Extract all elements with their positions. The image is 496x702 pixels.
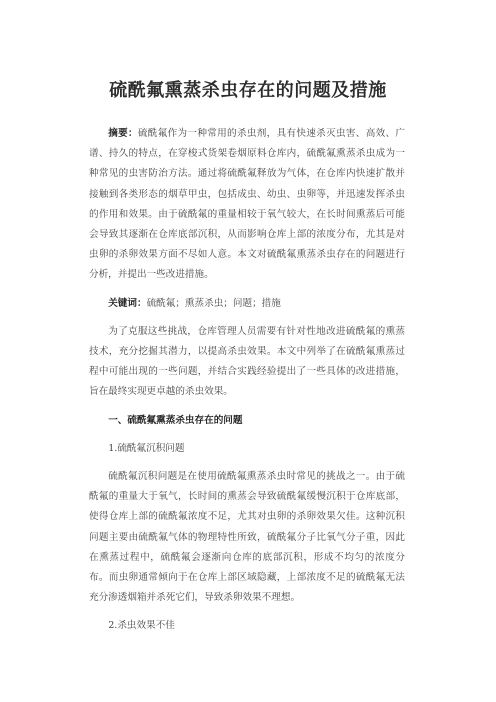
keywords-text: 硫酰氟；熏蒸杀虫；问题；措施 [146, 297, 281, 309]
intro-paragraph: 为了克服这些挑战，仓库管理人员需要有针对性地改进硫酰氟的熏蒸技术，充分挖掘其潜力，以提高杀虫效果。本文中列举了在硫酰氟熏蒸过程中可能出现的一些问题，并结合实践经验提出了一些具体的改进措施，旨在最终实现更卓越的杀虫效果。 [89, 325, 405, 398]
subsection-paragraph-1: 硫酰氟沉积问题是在使用硫酰氟熏蒸杀虫时常见的挑战之一。由于硫酰氟的重量大于氧气，长时间的熏蒸会导致硫酰氟缓慢沉积于仓库底部，使得仓库上部的硫酰氟浓度不足，尤其对虫卵的杀卵效果欠佳。这种沉积问题主要由硫酰氟气体的物理特性所致，硫酰氟分子比氧气分子重，因此在熏蒸过程中，硫酰氟会逐渐向仓库的底部沉积，形成不均匀的浓度分布。而虫卵通常倾向于在仓库上部区域隐藏，上部浓度不足的硫酰氟无法充分渗透烟箱并杀死它们，导致杀卵效果不理想。 [89, 471, 405, 604]
keywords-paragraph [89, 294, 405, 314]
document-title: 硫酰氟熏蒸杀虫存在的问题及措施 [109, 80, 387, 101]
document-body [89, 124, 405, 645]
abstract-label: 摘要： [108, 128, 138, 139]
subsection-heading-1: 1.硫酰氟沉积问题 [108, 442, 185, 454]
subsection-heading-2: 2.杀虫效果不佳 [108, 620, 175, 632]
keywords-label: 关键词： [108, 297, 147, 309]
section-heading: 一、硫酰氟熏蒸杀虫存在的问题 [108, 414, 243, 426]
abstract-text: 硫酰氟作为一种常用的杀虫剂，具有快速杀灭虫害、高效、广谱、持久的特点，在穿梭式货架卷烟原料仓库内，硫酰氟熏蒸杀虫成为一种常见的虫害防治方法。通过将硫酰氟释放为气体，在仓库内快速扩散并接触到各类形态的烟草甲虫，包括成虫、幼虫、虫卵等，并迅速发挥杀虫的作用和效果。由于硫酰氟的重量相较于氧气较大，在长时间熏蒸后可能会导致其逐渐在仓库底部沉积，从而影响仓库上部的浓度分布，尤其是对虫卵的杀卵效果方面不尽如人意。本文对硫酰氟熏蒸杀虫存在的问题进行分析，并提出一些改进措施。 [89, 128, 406, 281]
abstract-paragraph [89, 124, 405, 286]
